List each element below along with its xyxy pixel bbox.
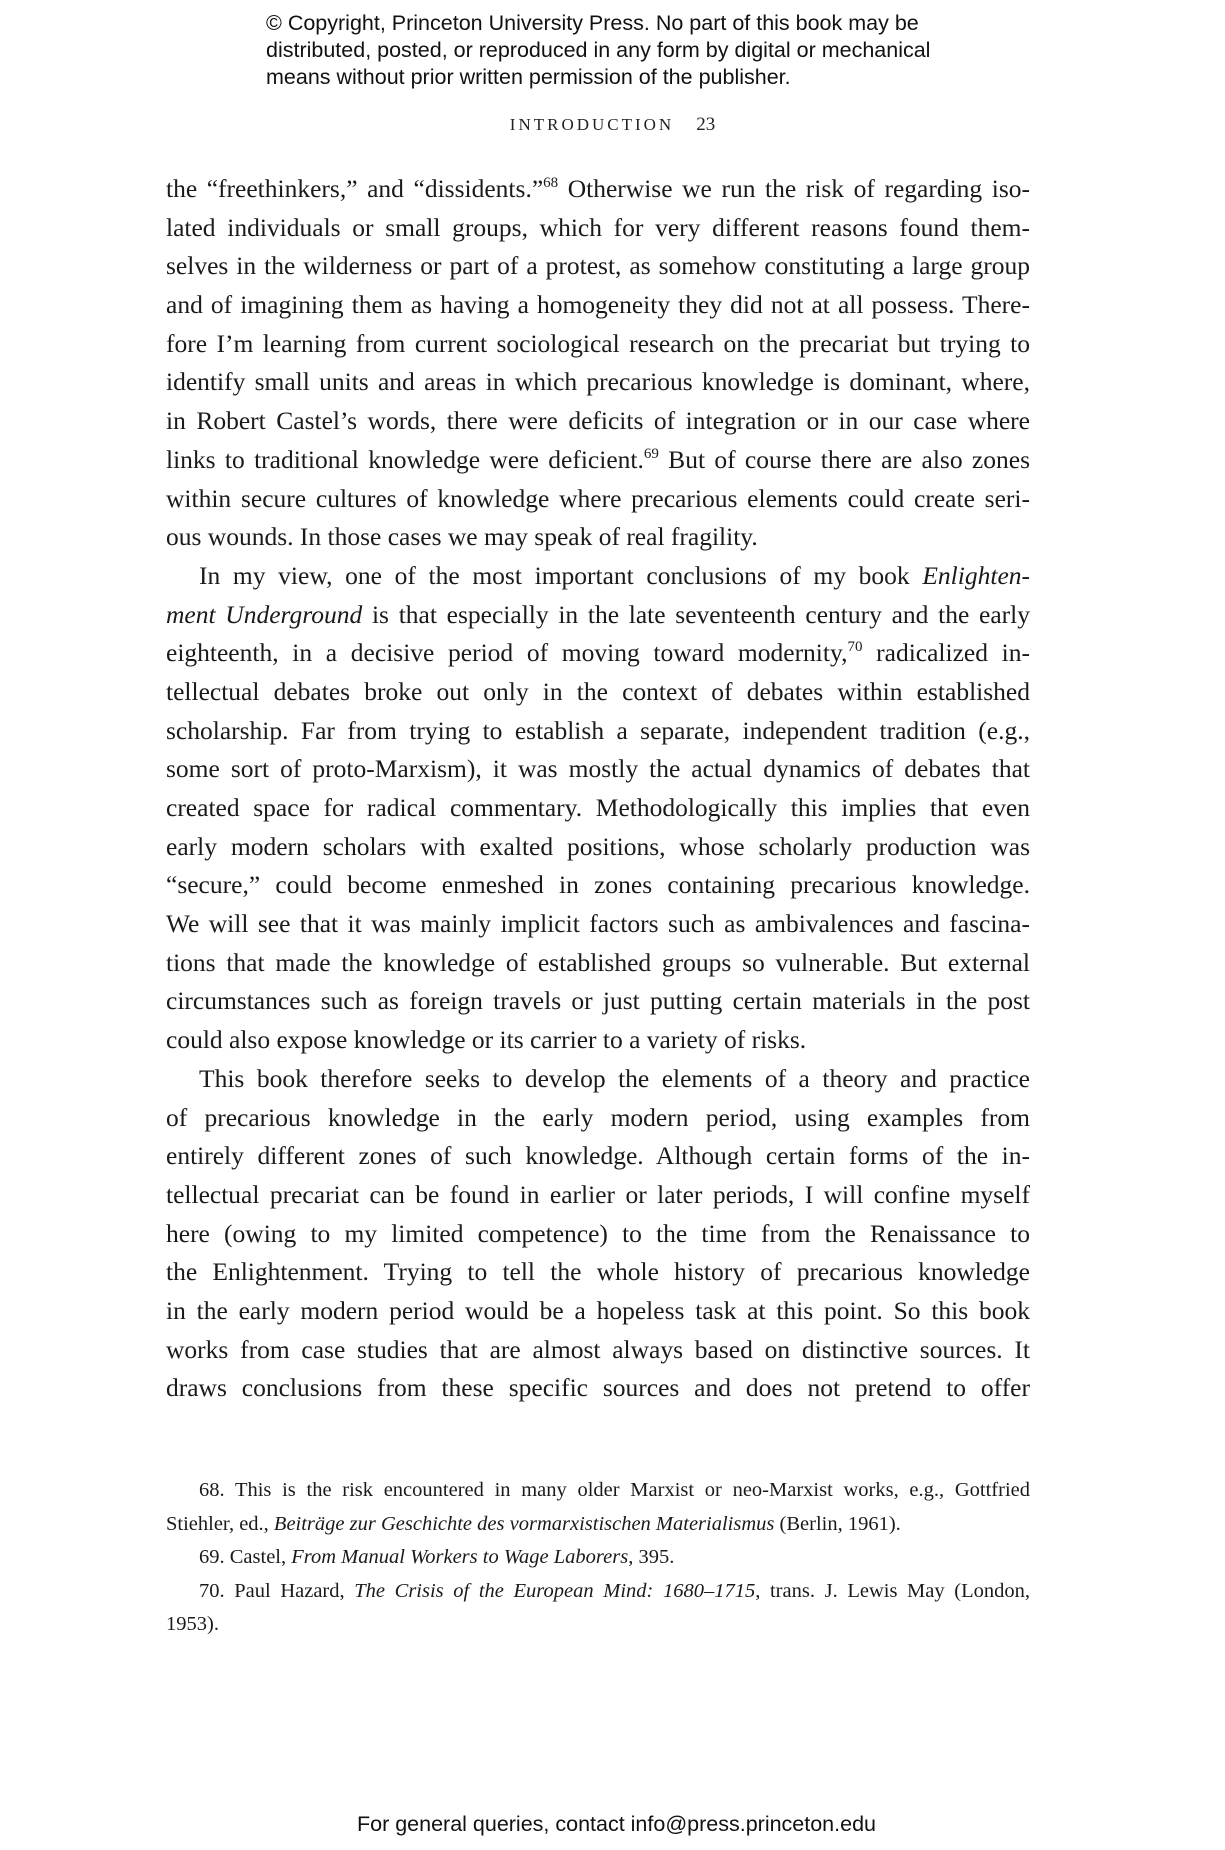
text-line: tellectual debates broke out only in the context of debates within established	[166, 676, 1030, 706]
text-segment: eighteenth, in a decisive period of moving toward modernity,	[166, 638, 848, 668]
footnote-ref-69[interactable]: 69	[643, 445, 659, 462]
text-segment: 70. Paul Hazard,	[199, 1579, 355, 1602]
footnote-70-cont: 1953).	[166, 1613, 219, 1635]
copyright-line: distributed, posted, or reproduced in any form by digital or mechanical	[266, 38, 931, 62]
body-text	[166, 170, 1030, 1408]
text-line: This book therefore seeks to develop the elements of a theory and practice	[199, 1063, 1030, 1093]
text-line: “secure,” could become enmeshed in zones containing precarious knowledge.	[166, 870, 1030, 900]
text-segment: , 395.	[628, 1546, 675, 1568]
footnotes	[166, 1474, 1030, 1642]
copyright-line: means without prior written permission of the publisher.	[266, 65, 791, 89]
text-line: in Robert Castel’s words, there were deficits of integration or in our case where	[166, 406, 1030, 436]
text-line: scholarship. Far from trying to establish a separate, independent tradition (e.g.,	[166, 715, 1030, 745]
text-line: works from case studies that are almost always based on distinctive sources. It	[166, 1334, 1030, 1364]
text-line: created space for radical commentary. Methodologically this implies that even	[166, 793, 1030, 822]
text-line: draws conclusions from these specific sources and does not pretend to offer	[166, 1373, 1030, 1403]
text-segment: 69. Castel,	[199, 1546, 292, 1568]
text-line: the Enlightenment. Trying to tell the whole history of precarious knowledge	[166, 1257, 1030, 1287]
text-segment: In my view, one of the most important conclusions of my book	[199, 560, 923, 590]
text-line	[166, 557, 1030, 596]
text-line: entirely different zones of such knowledge. Although certain forms of the in-	[166, 1141, 1030, 1171]
text-line: lated individuals or small groups, which for very different reasons found them-	[166, 212, 1030, 242]
footnote-70	[166, 1575, 1030, 1609]
text-line: in the early modern period would be a hopeless task at this point. So this book	[166, 1295, 1030, 1325]
text-line: of precarious knowledge in the early modern period, using examples from	[166, 1102, 1030, 1132]
text-segment: Stiehler, ed.,	[166, 1512, 274, 1535]
copyright-notice	[266, 10, 1026, 91]
text-line: identify small units and areas in which precarious knowledge is dominant, where,	[166, 367, 1030, 397]
book-title-italic: The Crisis of the European Mind: 1680–1715	[354, 1579, 756, 1602]
text-line	[166, 596, 1030, 635]
text-line: We will see that it was mainly implicit factors such as ambivalences and fascina-	[166, 909, 1030, 939]
copyright-line: © Copyright, Princeton University Press. No part of this book may be	[266, 11, 919, 35]
text-line: selves in the wilderness or part of a protest, as somehow constituting a large group	[166, 251, 1030, 281]
text-segment: But of course there are also zones	[658, 444, 1030, 474]
text-line	[166, 441, 1030, 480]
text-line: and of imagining them as having a homogeneity they did not at all possess. There-	[166, 290, 1030, 320]
footnote-68: 68. This is the risk encountered in many older Marxist or neo-Marxist works, e.g., Gottfried	[199, 1479, 1030, 1501]
text-segment: radicalized in-	[862, 638, 1030, 668]
text-segment: the “freethinkers,” and “dissidents.”	[166, 174, 544, 203]
page-number: 23	[696, 114, 716, 135]
text-line: fore I’m learning from current sociological research on the precariat but trying to	[166, 328, 1030, 358]
book-title-italic: From Manual Workers to Wage Laborers	[291, 1546, 629, 1568]
text-segment: is that especially in the late seventeenth century and the early	[362, 599, 1030, 629]
running-head-title: INTRODUCTION	[509, 115, 675, 134]
text-segment: (Berlin, 1961).	[774, 1512, 901, 1535]
footnote-69	[166, 1541, 1030, 1575]
text-line: some sort of proto-Marxism), it was mostly the actual dynamics of debates that	[166, 754, 1030, 784]
text-line: here (owing to my limited competence) to the time from the Renaissance to	[166, 1218, 1030, 1248]
text-segment: , trans. J. Lewis May (London,	[755, 1579, 1030, 1602]
text-line	[166, 634, 1030, 673]
text-segment: Otherwise we run the risk of regarding iso-	[558, 174, 1030, 203]
running-head	[0, 114, 1225, 136]
footnote-68-cont	[166, 1508, 1030, 1542]
text-line: tellectual precariat can be found in earlier or later periods, I will confine myself	[166, 1179, 1030, 1209]
text-line: circumstances such as foreign travels or just putting certain materials in the post	[166, 986, 1030, 1016]
text-line: early modern scholars with exalted positions, whose scholarly production was	[166, 831, 1030, 861]
text-line	[166, 170, 1030, 209]
footnote-ref-70[interactable]: 70	[847, 639, 863, 656]
text-line: tions that made the knowledge of established groups so vulnerable. But external	[166, 947, 1030, 977]
footnote-ref-68[interactable]: 68	[543, 175, 559, 191]
book-title-italic: Beiträge zur Geschichte des vormarxistischen Materialismus	[273, 1512, 775, 1535]
text-line: ous wounds. In those cases we may speak of real fragility.	[166, 522, 758, 552]
footer-contact: For general queries, contact info@press.princeton.edu	[356, 1812, 876, 1836]
book-title-italic: ment Underground	[166, 599, 363, 629]
text-segment: links to traditional knowledge were deficient.	[166, 444, 644, 474]
text-line: could also expose knowledge or its carrier to a variety of risks.	[166, 1025, 807, 1055]
text-line: within secure cultures of knowledge where precarious elements could create seri-	[166, 483, 1030, 513]
book-title-italic: Enlighten-	[922, 560, 1030, 590]
